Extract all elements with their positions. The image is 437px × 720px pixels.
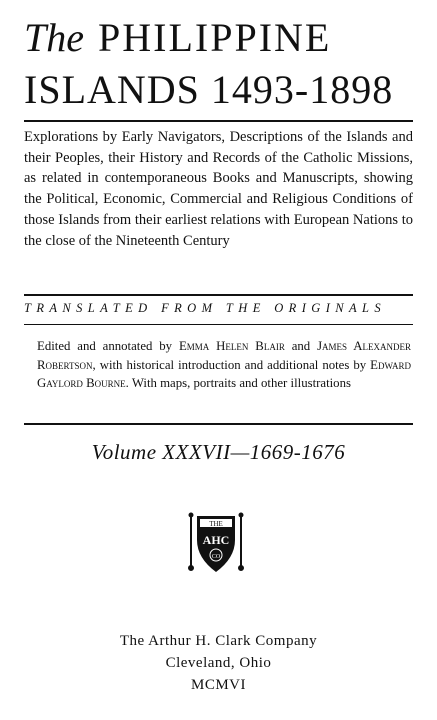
publisher-name: The Arthur H. Clark Company <box>119 633 318 649</box>
editor-name-robertson: James Alexander Robertson <box>37 339 411 372</box>
title-line-1 <box>24 14 419 62</box>
editors-credits <box>37 337 411 393</box>
title-philippine: PHILIPPINE <box>98 15 332 60</box>
credits-text-2: and <box>284 339 318 353</box>
credits-text-1: Edited and annotated by <box>37 339 179 353</box>
volume-line: Volume XXXVII—1669-1676 <box>91 440 346 464</box>
publisher-city: Cleveland, Ohio <box>165 655 272 671</box>
credits-text-3: , with historical introduction and additional notes by <box>92 357 371 372</box>
editor-name-blair: Emma Helen Blair <box>178 339 285 353</box>
emblem-monogram: AHC <box>202 533 230 547</box>
editor-name-bourne: Edward Gaylord Bourne <box>37 357 411 391</box>
rule-above-translated <box>24 294 413 296</box>
emblem-bottom-text: CO <box>211 554 221 560</box>
title-line-2: ISLANDS 1493-1898 <box>24 67 394 112</box>
emblem-top-text: THE <box>209 520 223 528</box>
translated-banner: TRANSLATED FROM THE ORIGINALS <box>24 301 387 315</box>
description-paragraph: Explorations by Early Navigators, Descriptions of the Islands and their Peoples, their History and Records of the Catholic Missions, as related in contemporaneous Books and Manuscripts, showing the Political, Economic, Commercial and Religious Conditions of those Islands from their earliest relations with European Nations to the close of the Nineteenth Century <box>24 129 413 249</box>
rule-below-translated <box>24 324 413 325</box>
publisher-shield-emblem-icon <box>183 510 249 576</box>
rule-below-title <box>24 120 413 122</box>
title-the: The <box>24 15 84 60</box>
publication-year: MCMVI <box>190 677 246 693</box>
rule-below-credits <box>24 423 413 425</box>
publisher-block <box>0 630 437 696</box>
credits-text-4: . With maps, portraits and other illustrations <box>125 376 351 391</box>
